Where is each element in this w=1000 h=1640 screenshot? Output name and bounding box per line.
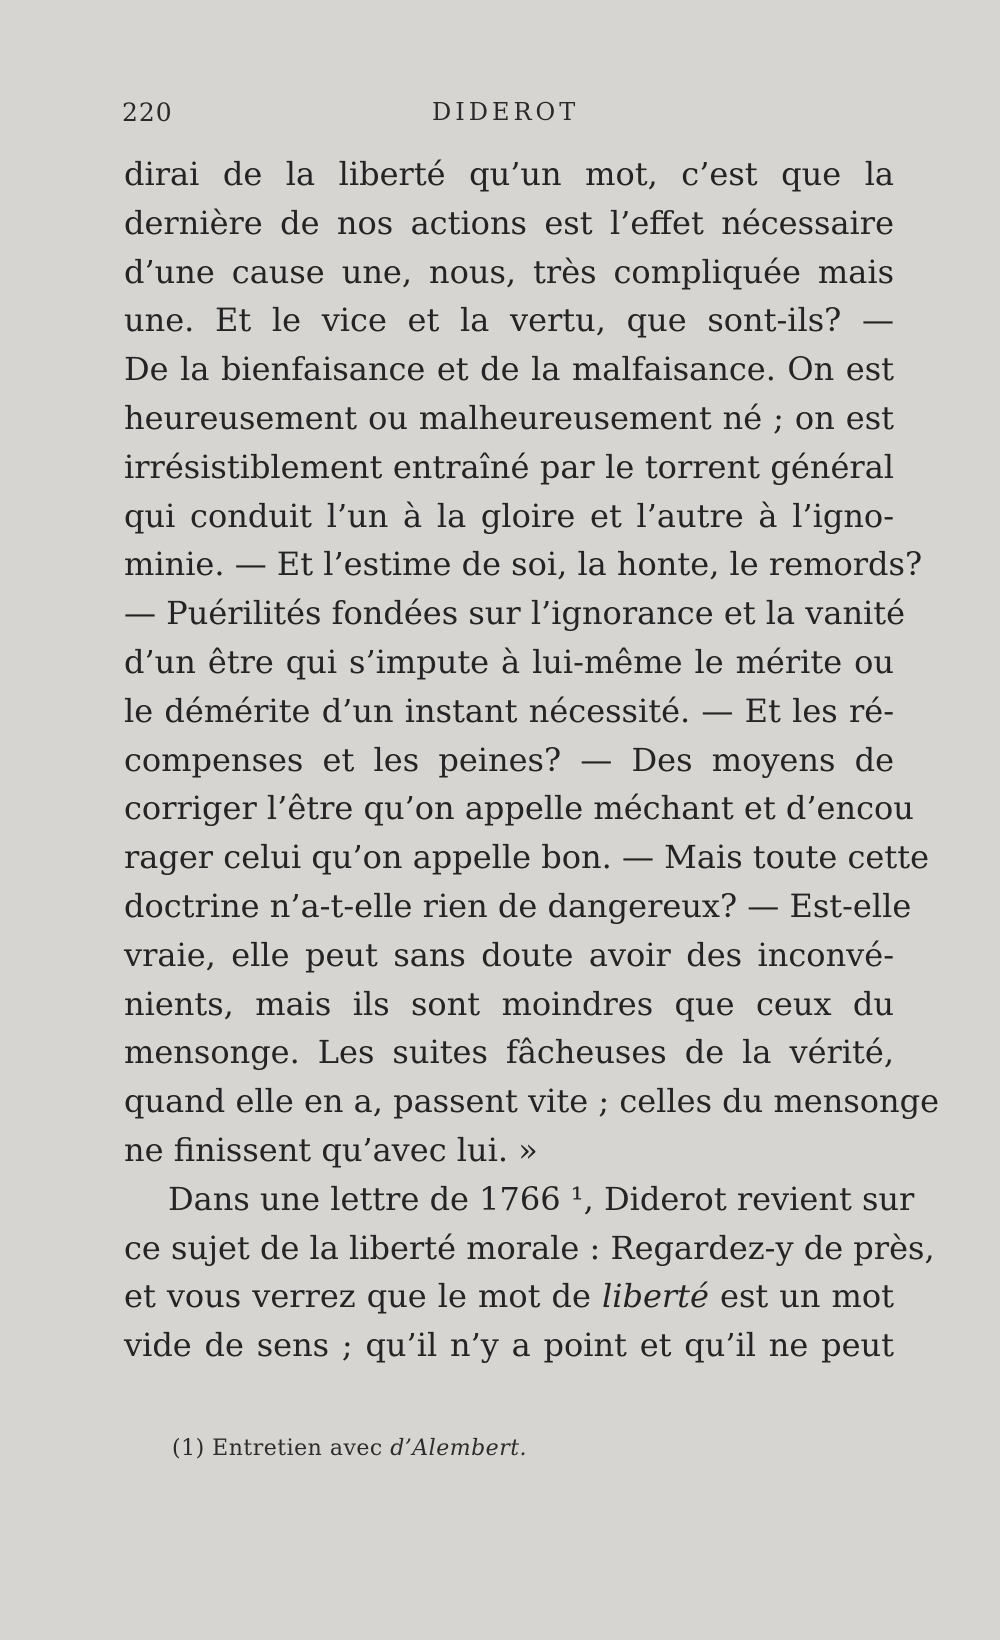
footnote-marker: (1) xyxy=(172,1436,205,1461)
text-line: doctrine n’a-t-elle rien de dangereux? — Est-elle xyxy=(124,886,912,925)
paragraph-line-with-italic xyxy=(124,1272,894,1321)
text-line: nients, mais ils sont moindres que ceux du xyxy=(124,984,894,1023)
text-line: d’une cause une, nous, très compliquée mais xyxy=(124,252,894,291)
footnote xyxy=(172,1436,527,1461)
paragraph-line: ce sujet de la liberté morale : Regardez-y de près, xyxy=(124,1228,935,1267)
text-line: — Puérilités fondées sur l’ignorance et la vanité xyxy=(124,594,906,633)
text-line: rager celui qu’on appelle bon. — Mais toute cette xyxy=(124,838,930,877)
text-line: d’un être qui s’impute à lui-même le mérite ou xyxy=(124,642,894,681)
line-text: est un mot xyxy=(708,1277,895,1316)
footnote-italic: d’Alembert. xyxy=(390,1436,528,1461)
text-line: compenses et les peines? — Des moyens de xyxy=(124,740,894,779)
text-line: dernière de nos actions est l’effet nécessaire xyxy=(124,203,894,242)
running-head: DIDEROT xyxy=(432,98,580,126)
text-line: heureusement ou malheureusement né ; on est xyxy=(124,398,894,437)
page-number: 220 xyxy=(122,98,173,127)
line-text: et vous verrez que le mot de xyxy=(124,1277,602,1316)
text-line: vraie, elle peut sans doute avoir des inconvé- xyxy=(124,935,894,974)
text-line: quand elle en a, passent vite ; celles du mensonge xyxy=(124,1082,940,1121)
text-line: le démérite d’un instant nécessité. — Et les ré- xyxy=(124,691,894,730)
italic-word: liberté xyxy=(601,1277,709,1316)
text-line: qui conduit l’un à la gloire et l’autre à l’igno- xyxy=(124,496,894,535)
text-line: dirai de la liberté qu’un mot, c’est que la xyxy=(124,155,894,193)
text-line: mensonge. Les suites fâcheuses de la vérité, xyxy=(124,1033,894,1072)
body-text xyxy=(124,150,940,1370)
footnote-text: Entretien avec xyxy=(212,1436,391,1461)
text-line: minie. — Et l’estime de soi, la honte, le remords? xyxy=(124,545,923,584)
text-line: ne finissent qu’avec lui. » xyxy=(124,1130,538,1169)
paragraph-line: vide de sens ; qu’il n’y a point et qu’il ne peut xyxy=(124,1326,894,1365)
page-header xyxy=(122,98,882,138)
paragraph-line: Dans une lettre de 1766 ¹, Diderot revient sur xyxy=(168,1179,915,1218)
text-line: corriger l’être qu’on appelle méchant et d’encou xyxy=(124,789,914,828)
text-line: irrésistiblement entraîné par le torrent général xyxy=(124,447,894,486)
text-line: De la bienfaisance et de la malfaisance. On est xyxy=(124,350,894,389)
text-line: une. Et le vice et la vertu, que sont-ils? — xyxy=(124,301,894,340)
